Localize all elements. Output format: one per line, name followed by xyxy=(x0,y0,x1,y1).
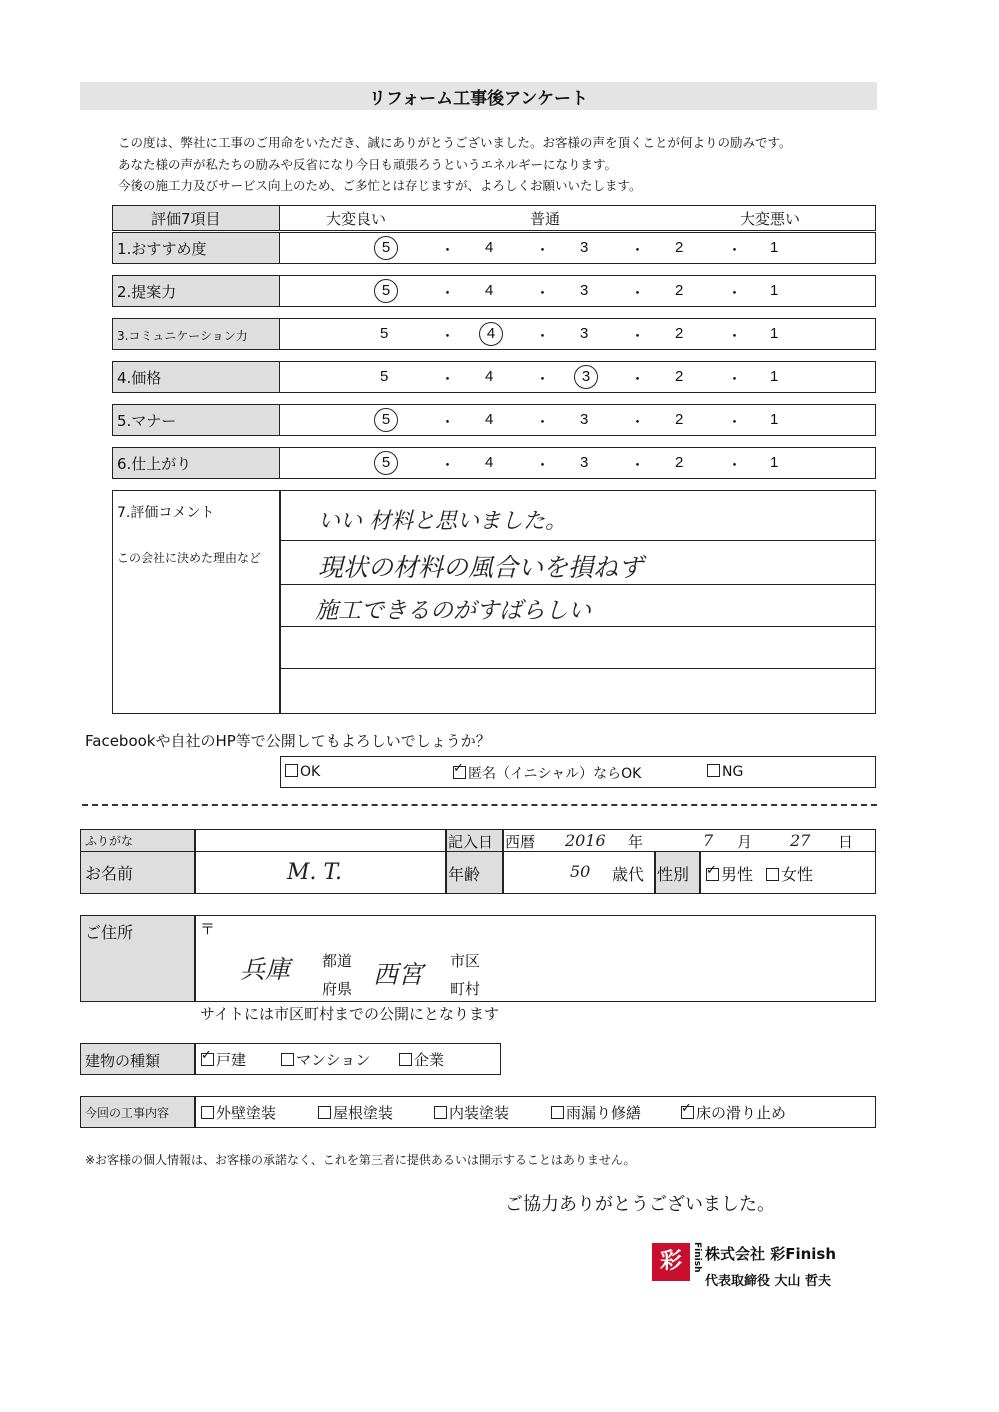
date-day: 27 xyxy=(790,831,811,850)
publish-option-ok[interactable] xyxy=(285,763,320,780)
rating-row-label-cell xyxy=(112,404,280,436)
checkbox-checked-icon xyxy=(681,1106,694,1119)
person-divider-5 xyxy=(699,851,701,894)
rating-row-label: 1.おすすめ度 xyxy=(117,240,207,258)
address-pref-unit-top: 都道 xyxy=(322,952,353,970)
checkbox-icon xyxy=(201,1106,214,1119)
rating-separator: ・ xyxy=(535,328,551,345)
rating-option-4[interactable]: 4 xyxy=(485,282,494,299)
date-month-unit: 月 xyxy=(737,833,753,851)
rating-option-1[interactable]: 1 xyxy=(770,239,779,256)
checkbox-checked-icon xyxy=(453,766,466,779)
intro-line-2: あなた様の声が私たちの励みや反省になり今日も頑張ろうというエネルギーになります。 xyxy=(118,157,618,172)
rating-option-4[interactable]: 4 xyxy=(485,239,494,256)
rating-option-selected[interactable]: 5 xyxy=(374,451,398,475)
rating-row-label: 6.仕上がり xyxy=(117,455,192,473)
work-option-exterior-label: 外壁塗装 xyxy=(216,1104,277,1122)
person-divider-3 xyxy=(502,829,504,894)
privacy-note: ※お客様の個人情報は、お客様の承諾なく、これを第三者に提供あるいは開示することはありません。 xyxy=(85,1153,636,1167)
rating-option-3[interactable]: 3 xyxy=(580,325,589,342)
rating-option-3[interactable]: 3 xyxy=(580,239,589,256)
page-title: リフォーム工事後アンケート xyxy=(368,89,589,109)
address-divider xyxy=(194,915,196,1002)
rating-separator: ・ xyxy=(535,242,551,259)
rating-separator: ・ xyxy=(440,371,456,388)
rating-separator: ・ xyxy=(630,285,646,302)
date-era: 西暦 xyxy=(505,833,536,851)
rating-option-3[interactable]: 3 xyxy=(580,411,589,428)
work-option-exterior[interactable] xyxy=(201,1102,276,1123)
rating-row-scale-cell xyxy=(279,404,876,436)
company-name: 株式会社 彩Finish xyxy=(705,1245,837,1263)
furigana-label: ふりがな xyxy=(85,834,134,848)
cut-line xyxy=(82,804,877,806)
work-option-roof-label: 屋根塗装 xyxy=(333,1104,394,1122)
date-year: 2016 xyxy=(565,831,606,850)
publish-question: Facebookや自社のHP等で公開してもよろしいでしょうか？ xyxy=(85,732,491,750)
comment-sublabel: この会社に決めた理由など xyxy=(117,551,262,565)
rating-option-1[interactable]: 1 xyxy=(770,368,779,385)
rating-header-label: 評価7項目 xyxy=(151,210,221,228)
company-representative: 代表取締役 大山 哲夫 xyxy=(705,1274,832,1289)
intro-line-3: 今後の施工力及びサービス向上のため、ご多忙とは存じますが、よろしくお願いいたします。 xyxy=(118,178,642,193)
publish-option-anonymous-label: 匿名（イニシャル）ならOK xyxy=(468,766,642,782)
building-option-mansion-label: マンション xyxy=(296,1051,371,1069)
date-month: 7 xyxy=(703,831,714,850)
comment-rule-4 xyxy=(280,668,875,669)
company-logo-side: Finish xyxy=(692,1242,702,1273)
publish-option-ng-label: NG xyxy=(722,764,744,780)
rating-row-label-cell xyxy=(112,447,280,479)
rating-option-selected[interactable]: 4 xyxy=(479,322,503,346)
work-divider xyxy=(194,1096,196,1128)
comment-label: 7.評価コメント xyxy=(117,505,215,521)
rating-row-label-cell xyxy=(112,361,280,393)
address-note: サイトには市区町村までの公開にとなります xyxy=(200,1005,499,1023)
building-option-company[interactable] xyxy=(399,1049,444,1070)
rating-option-4[interactable]: 4 xyxy=(485,454,494,471)
rating-option-4[interactable]: 4 xyxy=(485,368,494,385)
building-divider xyxy=(194,1043,196,1075)
rating-row-scale-cell xyxy=(279,275,876,307)
rating-separator: ・ xyxy=(727,328,743,345)
work-option-roof[interactable] xyxy=(318,1102,393,1123)
address-city-unit-bottom: 町村 xyxy=(450,980,481,998)
rating-row-scale-cell xyxy=(279,447,876,479)
rating-option-2[interactable]: 2 xyxy=(675,239,684,256)
checkbox-checked-icon xyxy=(201,1053,214,1066)
rating-separator: ・ xyxy=(727,242,743,259)
building-option-company-label: 企業 xyxy=(414,1051,445,1069)
work-option-floor-label: 床の滑り止め xyxy=(696,1104,787,1122)
rating-header-scale-cell xyxy=(279,205,876,231)
rating-option-2[interactable]: 2 xyxy=(675,454,684,471)
person-divider-4 xyxy=(654,851,656,894)
gender-male-label: 男性 xyxy=(721,865,754,884)
publish-options-box xyxy=(280,756,876,788)
work-option-interior[interactable] xyxy=(434,1102,509,1123)
rating-separator: ・ xyxy=(535,414,551,431)
rating-header-label-cell xyxy=(112,205,280,231)
rating-row-label: 4.価格 xyxy=(117,369,162,387)
rating-option-2[interactable]: 2 xyxy=(675,325,684,342)
rating-option-1[interactable]: 1 xyxy=(770,454,779,471)
comment-line-2: 現状の材料の風合いを損ねず xyxy=(318,553,644,582)
publish-option-ng[interactable] xyxy=(707,763,743,780)
rating-separator: ・ xyxy=(630,242,646,259)
intro-line-1: この度は、弊社に工事のご用命をいただき、誠にありがとうございました。お客様の声を頂くことが何よりの励みです。 xyxy=(118,135,792,150)
gender-female-label: 女性 xyxy=(781,865,814,884)
publish-option-anonymous[interactable] xyxy=(453,763,641,783)
rating-option-2[interactable]: 2 xyxy=(675,411,684,428)
name-value: M. T. xyxy=(287,860,342,885)
work-option-interior-label: 内装塗装 xyxy=(449,1104,510,1122)
rating-separator: ・ xyxy=(630,328,646,345)
rating-option-4[interactable]: 4 xyxy=(485,411,494,428)
rating-option-selected[interactable]: 5 xyxy=(374,236,398,260)
age-unit: 歳代 xyxy=(612,865,645,884)
rating-option-2[interactable]: 2 xyxy=(675,282,684,299)
rating-option-2[interactable]: 2 xyxy=(675,368,684,385)
rating-option-1[interactable]: 1 xyxy=(770,282,779,299)
rating-separator: ・ xyxy=(440,285,456,302)
comment-rule-3 xyxy=(280,626,875,627)
rating-separator: ・ xyxy=(727,371,743,388)
postal-mark: 〒 xyxy=(200,920,216,938)
building-label: 建物の種類 xyxy=(85,1052,161,1070)
person-divider-1 xyxy=(194,829,196,894)
rating-separator: ・ xyxy=(535,371,551,388)
rating-option-3[interactable]: 3 xyxy=(580,282,589,299)
building-option-house-label: 戸建 xyxy=(216,1051,247,1069)
checkbox-icon xyxy=(766,868,779,881)
building-option-house[interactable] xyxy=(201,1049,246,1070)
date-year-unit: 年 xyxy=(628,833,644,851)
work-option-floor[interactable] xyxy=(681,1102,786,1123)
checkbox-icon xyxy=(707,764,720,777)
rating-separator: ・ xyxy=(440,242,456,259)
checkbox-icon xyxy=(285,764,298,777)
rating-separator: ・ xyxy=(535,285,551,302)
rating-option-5[interactable]: 5 xyxy=(380,325,389,342)
rating-header-best: 大変良い xyxy=(326,210,387,228)
rating-option-3[interactable]: 3 xyxy=(580,454,589,471)
checkbox-icon xyxy=(551,1106,564,1119)
rating-row-label-cell xyxy=(112,232,280,264)
work-label: 今回の工事内容 xyxy=(85,1106,170,1120)
checkbox-icon xyxy=(281,1053,294,1066)
person-divider-2 xyxy=(445,829,447,894)
comment-line-3: 施工できるのがすばらしい xyxy=(315,598,591,624)
rating-header-worst: 大変悪い xyxy=(740,210,801,228)
rating-option-selected[interactable]: 3 xyxy=(574,365,598,389)
rating-option-5[interactable]: 5 xyxy=(380,368,389,385)
date-label: 記入日 xyxy=(448,833,494,851)
work-option-leak[interactable] xyxy=(551,1102,641,1123)
rating-header-mid: 普通 xyxy=(530,210,561,228)
rating-row-label: 3.コミュニケーション力 xyxy=(117,329,248,343)
rating-option-1[interactable]: 1 xyxy=(770,325,779,342)
rating-separator: ・ xyxy=(727,285,743,302)
gender-male[interactable] xyxy=(706,862,753,885)
checkbox-checked-icon xyxy=(706,868,719,881)
rating-option-selected[interactable]: 5 xyxy=(374,408,398,432)
rating-row-label-cell xyxy=(112,275,280,307)
work-option-leak-label: 雨漏り修繕 xyxy=(566,1104,642,1122)
rating-separator: ・ xyxy=(440,414,456,431)
checkbox-icon xyxy=(434,1106,447,1119)
comment-rule-1 xyxy=(280,540,875,541)
comment-rule-2 xyxy=(280,584,875,585)
address-city-value: 西宮 xyxy=(373,960,424,989)
rating-row-scale-cell xyxy=(279,361,876,393)
address-pref-unit-bottom: 府県 xyxy=(322,980,353,998)
name-label: お名前 xyxy=(85,864,134,883)
thanks-message: ご協力ありがとうございました。 xyxy=(505,1194,775,1215)
rating-separator: ・ xyxy=(727,414,743,431)
checkbox-icon xyxy=(399,1053,412,1066)
comment-line-1: いい 材料と思いました。 xyxy=(318,509,567,534)
rating-option-selected[interactable]: 5 xyxy=(374,279,398,303)
rating-row-label: 5.マナー xyxy=(117,412,177,430)
rating-separator: ・ xyxy=(630,457,646,474)
rating-row-label-cell xyxy=(112,318,280,350)
rating-separator: ・ xyxy=(535,457,551,474)
rating-separator: ・ xyxy=(440,457,456,474)
date-day-unit: 日 xyxy=(838,833,854,851)
rating-option-1[interactable]: 1 xyxy=(770,411,779,428)
rating-separator: ・ xyxy=(440,328,456,345)
building-option-mansion[interactable] xyxy=(281,1049,370,1070)
age-value: 50 xyxy=(570,862,591,881)
rating-separator: ・ xyxy=(727,457,743,474)
rating-row-scale-cell xyxy=(279,232,876,264)
address-label: ご住所 xyxy=(85,923,134,942)
address-pref-value: 兵庫 xyxy=(240,955,291,984)
rating-separator: ・ xyxy=(630,414,646,431)
company-logo-char: 彩 xyxy=(659,1249,682,1274)
age-label: 年齢 xyxy=(448,865,481,884)
rating-row-label: 2.提案力 xyxy=(117,283,177,301)
company-logo xyxy=(652,1243,690,1281)
comment-divider xyxy=(279,490,281,714)
gender-label: 性別 xyxy=(657,865,690,884)
rating-separator: ・ xyxy=(630,371,646,388)
gender-female[interactable] xyxy=(766,862,813,885)
rating-row-scale-cell xyxy=(279,318,876,350)
checkbox-icon xyxy=(318,1106,331,1119)
publish-option-ok-label: OK xyxy=(300,764,321,780)
address-city-unit-top: 市区 xyxy=(450,952,481,970)
